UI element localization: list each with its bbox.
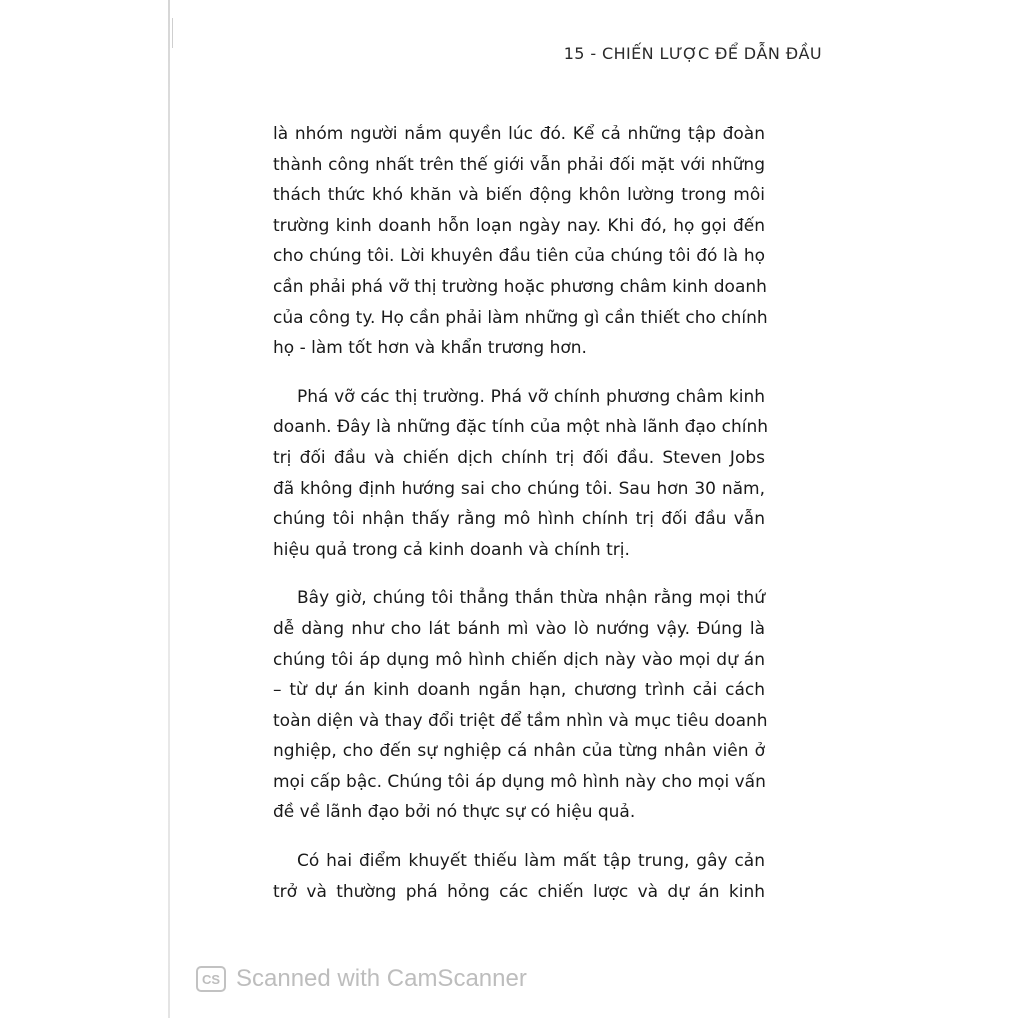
- text-line: dễ dàng như cho lát bánh mì vào lò nướng vậy. Đúng là: [273, 618, 765, 639]
- watermark-text: Scanned with CamScanner: [236, 965, 527, 992]
- text-line: doanh. Đây là những đặc tính của một nhà lãnh đạo chính: [273, 417, 769, 438]
- body-text: [273, 119, 769, 907]
- text-line: cho chúng tôi. Lời khuyên đầu tiên của chúng tôi đó là họ: [273, 246, 765, 267]
- text-line: đề về lãnh đạo bởi nó thực sự có hiệu quả.: [273, 802, 636, 823]
- text-line: toàn diện và thay đổi triệt để tầm nhìn và mục tiêu doanh: [273, 710, 768, 731]
- text-line: hiệu quả trong cả kinh doanh và chính trị.: [273, 539, 630, 560]
- page-edge-mark: [172, 18, 173, 48]
- text-line: Có hai điểm khuyết thiếu làm mất tập trung, gây cản: [297, 851, 765, 872]
- text-line: nghiệp, cho đến sự nghiệp cá nhân của từng nhân viên ở: [273, 741, 765, 762]
- text-line: cần phải phá vỡ thị trường hoặc phương châm kinh doanh: [273, 276, 767, 297]
- paragraph-1: [273, 119, 768, 364]
- text-line: trị đối đầu và chiến dịch chính trị đối đầu. Steven Jobs: [273, 447, 765, 468]
- text-line: đã không định hướng sai cho chúng tôi. Sau hơn 30 năm,: [273, 478, 765, 499]
- running-header: 15 - CHIẾN LƯỢC ĐỂ DẪN ĐẦU: [563, 44, 822, 63]
- page-spine-edge: [168, 0, 170, 1018]
- text-line: thành công nhất trên thế giới vẫn phải đối mặt với những: [273, 154, 765, 175]
- paragraph-4: [273, 846, 765, 907]
- paragraph-2: [273, 382, 769, 566]
- camscanner-logo-icon: CS: [196, 966, 226, 992]
- text-line: thách thức khó khăn và biến động khôn lường trong môi: [273, 185, 765, 206]
- text-line: mọi cấp bậc. Chúng tôi áp dụng mô hình này cho mọi vấn: [273, 771, 766, 792]
- text-line: chúng tôi áp dụng mô hình chiến dịch này vào mọi dự án: [273, 649, 765, 670]
- text-line: là nhóm người nắm quyền lúc đó. Kể cả những tập đoàn: [273, 124, 765, 144]
- text-line: – từ dự án kinh doanh ngắn hạn, chương trình cải cách: [273, 680, 765, 701]
- text-line: trường kinh doanh hỗn loạn ngày nay. Khi đó, họ gọi đến: [273, 215, 765, 236]
- text-line: Phá vỡ các thị trường. Phá vỡ chính phương châm kinh: [297, 386, 765, 407]
- text-line: của công ty. Họ cần phải làm những gì cần thiết cho chính: [273, 307, 768, 328]
- text-line: họ - làm tốt hơn và khẩn trương hơn.: [273, 338, 587, 359]
- text-line: chúng tôi nhận thấy rằng mô hình chính trị đối đầu vẫn: [273, 509, 765, 530]
- text-line: Bây giờ, chúng tôi thẳng thắn thừa nhận rằng mọi thứ: [297, 588, 765, 609]
- text-line: trở và thường phá hỏng các chiến lược và dự án kinh: [273, 881, 765, 902]
- camscanner-watermark: [196, 965, 527, 993]
- paragraph-3: [273, 583, 768, 828]
